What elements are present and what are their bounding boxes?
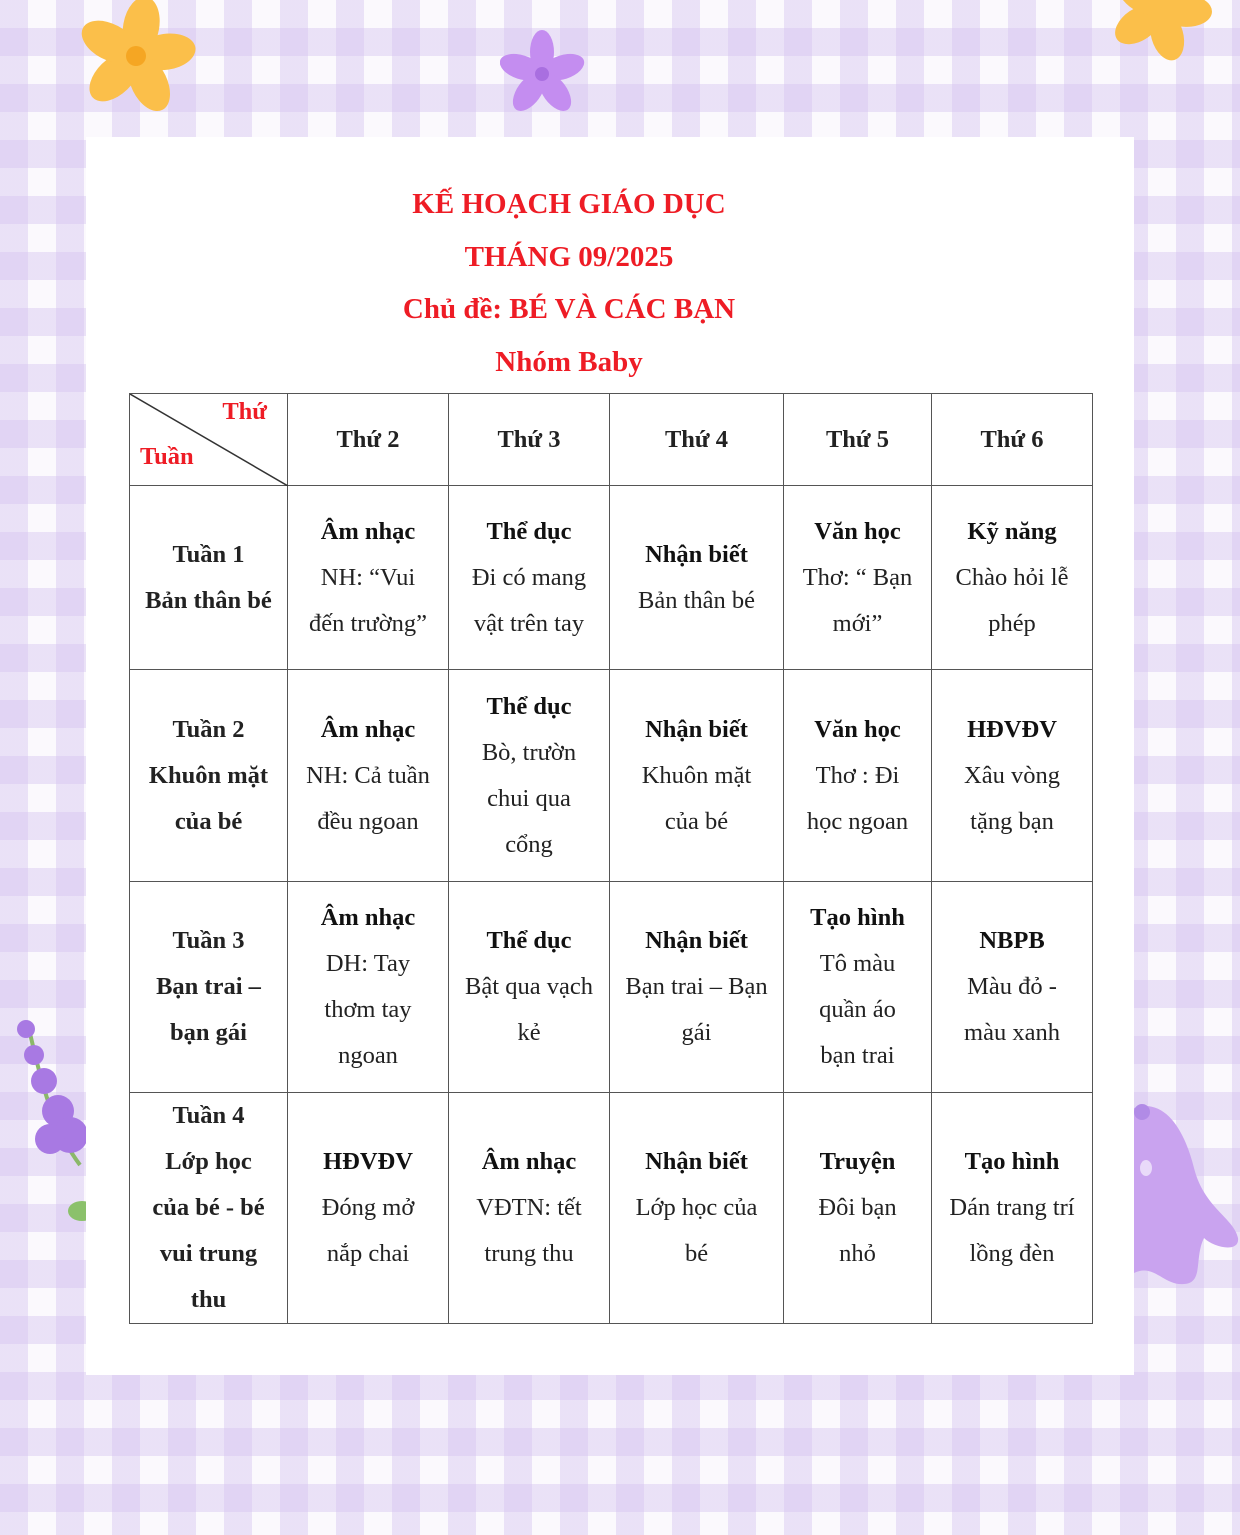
activity-text: VĐTN: tết (476, 1194, 582, 1221)
activity-cell (932, 670, 1093, 882)
day-header: Thứ 4 (610, 394, 784, 486)
subject-label: Văn học (814, 517, 901, 545)
plan-group: Nhóm Baby (495, 345, 643, 378)
activity-text: vật trên tay (473, 609, 585, 637)
activity-text: kẻ (517, 1019, 541, 1046)
schedule-table (129, 393, 1093, 1324)
week-label-line: của bé (174, 807, 243, 835)
corner-day-label: Thứ (222, 398, 267, 425)
week-label-line: bạn gái (170, 1019, 247, 1046)
activity-text: lồng đèn (969, 1240, 1055, 1267)
activity-text: Đôi bạn (818, 1194, 897, 1221)
week-label-line: Tuần 3 (172, 927, 245, 954)
activity-text: đến trường” (308, 609, 428, 637)
activity-text: học ngoan (806, 807, 909, 835)
day-header: Thứ 5 (784, 394, 932, 486)
week-label-line: Bản thân bé (145, 586, 272, 614)
table-row (130, 882, 1093, 1093)
week-label-cell (130, 882, 288, 1093)
activity-text: chui qua (487, 784, 571, 812)
activity-text: Dán trang trí (949, 1194, 1075, 1221)
activity-cell (784, 670, 932, 882)
activity-cell (449, 670, 610, 882)
activity-cell (449, 882, 610, 1093)
subject-label: Âm nhạc (320, 517, 416, 545)
subject-label: Kỹ năng (967, 517, 1057, 545)
activity-cell (610, 882, 784, 1093)
plan-month: THÁNG 09/2025 (464, 240, 674, 273)
activity-text: nắp chai (326, 1240, 410, 1267)
activity-text: gái (681, 1019, 712, 1046)
activity-cell (610, 486, 784, 670)
day-header: Thứ 6 (932, 394, 1093, 486)
activity-text: DH: Tay (325, 950, 411, 977)
activity-text: trung thu (484, 1240, 574, 1267)
subject-label: HĐVĐV (323, 1148, 413, 1175)
activity-text: Tô màu (819, 950, 896, 977)
subject-label: Tạo hình (810, 904, 905, 931)
activity-cell (932, 882, 1093, 1093)
subject-label: Nhận biết (645, 540, 748, 568)
activity-text: NH: “Vui (320, 563, 416, 591)
week-label-line: Tuần 2 (172, 715, 245, 743)
subject-label: Nhận biết (645, 927, 748, 954)
activity-text: Đóng mở (321, 1194, 415, 1221)
activity-text: Xâu vòng (964, 761, 1060, 789)
activity-text: NH: Cả tuần (306, 761, 430, 789)
subject-label: Văn học (814, 715, 901, 743)
week-label-line: Khuôn mặt (148, 761, 269, 789)
subject-label: Thể dục (486, 517, 572, 545)
table-row (130, 670, 1093, 882)
subject-label: Thể dục (486, 927, 572, 954)
activity-text: mới” (832, 609, 883, 637)
activity-cell (932, 1093, 1093, 1324)
week-label-cell (130, 486, 288, 670)
activity-cell (610, 1093, 784, 1324)
activity-cell (449, 1093, 610, 1324)
activity-text: Bạn trai – Bạn (625, 973, 768, 1000)
subject-label: Nhận biết (645, 1148, 748, 1175)
plan-title-block (0, 178, 1138, 388)
activity-cell (288, 486, 449, 670)
week-label-line: Lớp học (165, 1148, 252, 1175)
corner-cell (130, 394, 288, 486)
activity-text: quần áo (819, 996, 896, 1023)
lavender-branch-icon (10, 1015, 90, 1230)
subject-label: NBPB (979, 927, 1045, 954)
activity-text: tặng bạn (970, 807, 1054, 835)
week-label-line: vui trung (159, 1240, 258, 1267)
week-label-line: Tuần 1 (172, 540, 245, 568)
activity-text: đều ngoan (317, 807, 419, 835)
activity-text: Bò, trườn (481, 738, 577, 766)
plan-title: KẾ HOẠCH GIÁO DỤC (412, 188, 726, 220)
week-label-line: của bé - bé (152, 1194, 265, 1221)
purple-flower-icon (500, 30, 586, 116)
week-label-cell (130, 1093, 288, 1324)
subject-label: HĐVĐV (967, 715, 1057, 743)
activity-cell (784, 486, 932, 670)
activity-cell (784, 882, 932, 1093)
table-row (130, 1093, 1093, 1324)
week-label-line: Bạn trai – (156, 973, 261, 1000)
subject-label: Tạo hình (964, 1148, 1060, 1175)
subject-label: Truyện (819, 1148, 896, 1175)
subject-label: Âm nhạc (320, 904, 416, 931)
activity-cell (288, 882, 449, 1093)
activity-cell (932, 486, 1093, 670)
activity-text: Chào hỏi lễ (955, 563, 1069, 591)
activity-text: Thơ: “ Bạn (802, 563, 913, 591)
yellow-flower-corner-icon (1100, 0, 1220, 70)
activity-cell (784, 1093, 932, 1324)
day-header: Thứ 2 (288, 394, 449, 486)
header-row (130, 394, 1093, 486)
corner-week-label: Tuần (140, 443, 194, 470)
day-header: Thứ 3 (449, 394, 610, 486)
activity-text: Lớp học của (635, 1194, 758, 1221)
table-row (130, 486, 1093, 670)
subject-label: Thể dục (486, 692, 572, 720)
subject-label: Âm nhạc (320, 715, 416, 743)
activity-cell (610, 670, 784, 882)
activity-text: Đi có mang (471, 563, 587, 591)
activity-text: Thơ : Đi (815, 761, 900, 789)
activity-text: Khuôn mặt (641, 761, 752, 789)
activity-text: bạn trai (820, 1042, 895, 1069)
activity-text: ngoan (338, 1042, 398, 1069)
plan-theme: Chủ đề: BÉ VÀ CÁC BẠN (402, 293, 736, 325)
activity-text: cổng (505, 830, 553, 858)
activity-cell (288, 1093, 449, 1324)
week-label-cell (130, 670, 288, 882)
week-label-line: thu (190, 1286, 227, 1313)
activity-text: nhỏ (839, 1240, 876, 1267)
purple-blob-character-icon (1134, 1088, 1240, 1293)
activity-text: Bật qua vạch (465, 973, 593, 1000)
subject-label: Nhận biết (645, 715, 748, 743)
yellow-flower-icon (78, 0, 196, 118)
activity-text: Bản thân bé (637, 586, 756, 614)
week-label-line: Tuần 4 (172, 1102, 245, 1129)
activity-text: của bé (664, 807, 729, 835)
subject-label: Âm nhạc (481, 1148, 577, 1175)
activity-text: màu xanh (964, 1019, 1060, 1046)
activity-cell (449, 486, 610, 670)
activity-text: phép (988, 609, 1036, 637)
activity-text: Màu đỏ - (967, 973, 1057, 1000)
activity-text: bé (684, 1240, 709, 1267)
activity-cell (288, 670, 449, 882)
activity-text: thơm tay (324, 996, 412, 1023)
